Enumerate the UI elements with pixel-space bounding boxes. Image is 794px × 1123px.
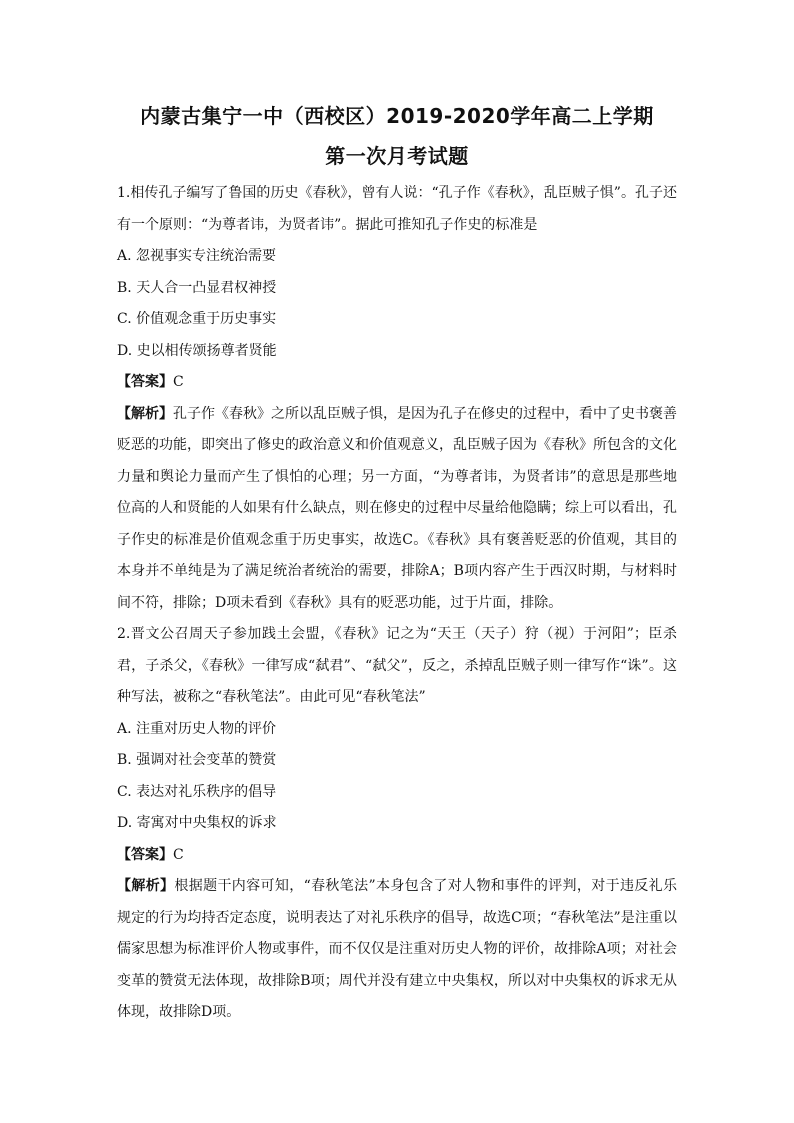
option-b: B. 强调对社会变革的赞赏 [117,752,277,768]
question-stem: 1.相传孔子编写了鲁国的历史《春秋》，曾有人说：“孔子作《春秋》，乱臣贼子惧”。孔子还有一个原则：“为尊者讳，为贤者讳”。据此可推知孔子作史的标准是 [117,185,677,233]
explanation-paragraph [117,399,677,620]
option-b: B. 天人合一凸显君权神授 [117,279,277,296]
question-2 [117,619,677,1029]
answer-value: C [173,846,184,863]
answer-line [117,367,677,399]
option-a: A. 忽视事实专注统治需要 [117,248,277,264]
page-title-line-2: 第一次月考试题 [325,144,469,168]
page-title-line-1: 内蒙古集宁一中（西校区）2019-2020学年高二上学期 [140,104,654,128]
explanation-label: 【解析】 [117,878,175,894]
question-stem: 2.晋文公召周天子参加践土会盟，《春秋》记之为“天王（天子）狩（视）于河阳”；臣杀君，子杀父，《春秋》一律写成“弑君”、“弑父”，反之，杀掉乱臣贼子则一律写作“诛”。这种写法，被称之“春秋笔法”。由此可见“春秋笔法” [117,626,677,705]
question-1 [117,178,677,619]
answer-value: C [173,374,184,390]
option-c: C. 价值观念重于历史事实 [117,311,277,327]
option-a: A. 注重对历史人物的评价 [117,720,277,737]
option-c: C. 表达对礼乐秩序的倡导 [117,783,277,800]
explanation-label: 【解析】 [117,405,173,422]
answer-label: 【答案】 [117,374,173,390]
explanation-text: 根据题干内容可知，“春秋笔法”本身包含了对人物和事件的评判，对于违反礼乐规定的行为均持否定态度，说明表达了对礼乐秩序的倡导，故选C项；“春秋笔法”是注重以儒家思想为标准评价人物或事件，而不仅仅是注重对历史人物的评价，故排除A项；对社会变革的赞赏无法体现，故排除B项；周代并没有建立中央集权，所以对中央集权的诉求无从体现，故排除D项。 [117,878,678,1020]
option-d: D. 寄寓对中央集权的诉求 [117,815,277,831]
answer-line [117,840,677,872]
answer-label: 【答案】 [117,846,173,863]
explanation-paragraph [117,871,677,1029]
option-d: D. 史以相传颂扬尊者贤能 [117,342,277,359]
explanation-text: 孔子作《春秋》之所以乱臣贼子惧，是因为孔子在修史的过程中，看中了史书褒善贬恶的功能，即突出了修史的政治意义和价值观意义，乱臣贼子因为《春秋》所包含的文化力量和舆论力量而产生了惧怕的心理；另一方面，“为尊者讳，为贤者讳”的意思是那些地位高的人和贤能的人如果有什么缺点，则在修史的过程中尽量给他隐瞒；综上可以看出，孔子作史的标准是价值观念重于历史事实，故选C。《春秋》具有褒善贬恶的价值观，其目的本身并不单纯是为了满足统治者统治的需要，排除A；B项内容产生于西汉时期，与材料时间不符，排除；D项未看到《春秋》具有的贬恶功能，过于片面，排除。 [117,405,677,611]
